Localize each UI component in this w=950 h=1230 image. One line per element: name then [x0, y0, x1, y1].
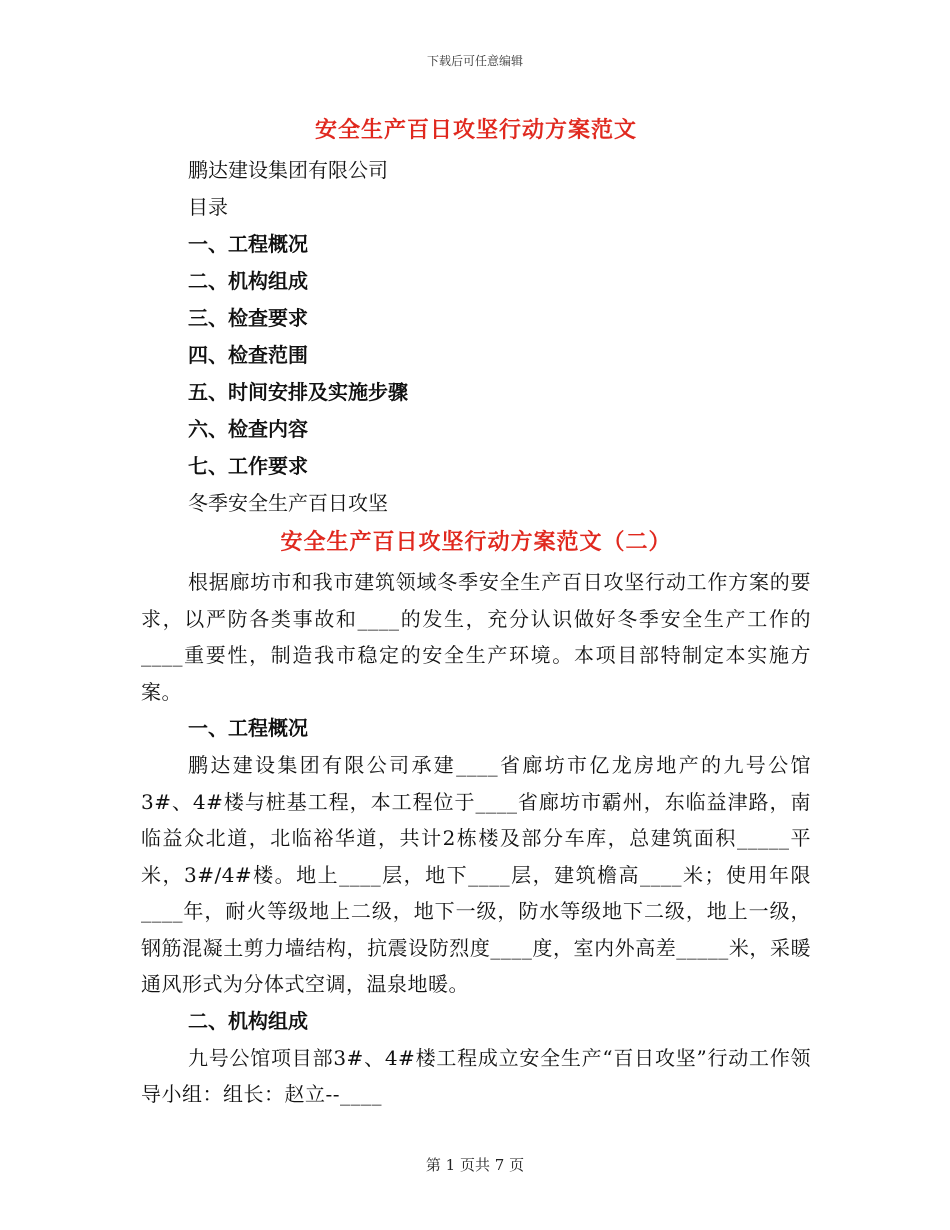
document-title: 安全生产百日攻坚行动方案范文 — [314, 117, 637, 143]
toc-label: 目录 — [188, 195, 228, 219]
section1-heading: 一、工程概况 — [188, 716, 308, 740]
intro-paragraph: 根据廊坊市和我市建筑领域冬季安全生产百日攻坚行动工作方案的要求，以严防各类事故和____的发生，充分认识做好冬季安全生产工作的____重要性，制造我市稳定的安全生产环境。本项目部特制定本实施方案。 — [141, 570, 811, 704]
table-of-contents — [141, 226, 811, 485]
toc-item: 一、工程概况 — [188, 232, 308, 256]
toc-item: 五、时间安排及实施步骤 — [188, 380, 408, 404]
toc-item: 三、检查要求 — [188, 306, 308, 330]
toc-item: 四、检查范围 — [188, 343, 308, 367]
document-body — [141, 110, 811, 1113]
section-title: 安全生产百日攻坚行动方案范文（二） — [280, 529, 672, 555]
header-note: 下载后可任意编辑 — [426, 54, 523, 68]
toc-item: 六、检查内容 — [188, 417, 308, 441]
section2-heading: 二、机构组成 — [188, 1008, 308, 1033]
section1-paragraph: 鹏达建设集团有限公司承建____省廊坊市亿龙房地产的九号公馆3#、4#楼与桩基工程，本工程位于____省廊坊市霸州，东临益津路，南临益众北道，北临裕华道，共计2栋楼及部分车库，总建筑面积_____平米，3#/4#楼。地上____层，地下____层，建筑檐高____米；使用年限____年，耐火等级地上二级，地下一级，防水等级地下二级，地上一级，钢筋混凝土剪力墙结构，抗震设防烈度____度，室内外高差_____米，采暖通风形式为分体式空调，温泉地暖。 — [141, 753, 811, 996]
page-number: 第 1 页共 7 页 — [425, 1156, 525, 1174]
toc-item: 二、机构组成 — [188, 269, 308, 293]
company-name: 鹏达建设集团有限公司 — [188, 158, 388, 182]
section2-paragraph: 九号公馆项目部3#、4#楼工程成立安全生产“百日攻坚”行动工作领导小组：组长：赵立--____ — [141, 1045, 811, 1106]
toc-item: 七、工作要求 — [188, 454, 308, 478]
winter-line: 冬季安全生产百日攻坚 — [188, 491, 388, 515]
